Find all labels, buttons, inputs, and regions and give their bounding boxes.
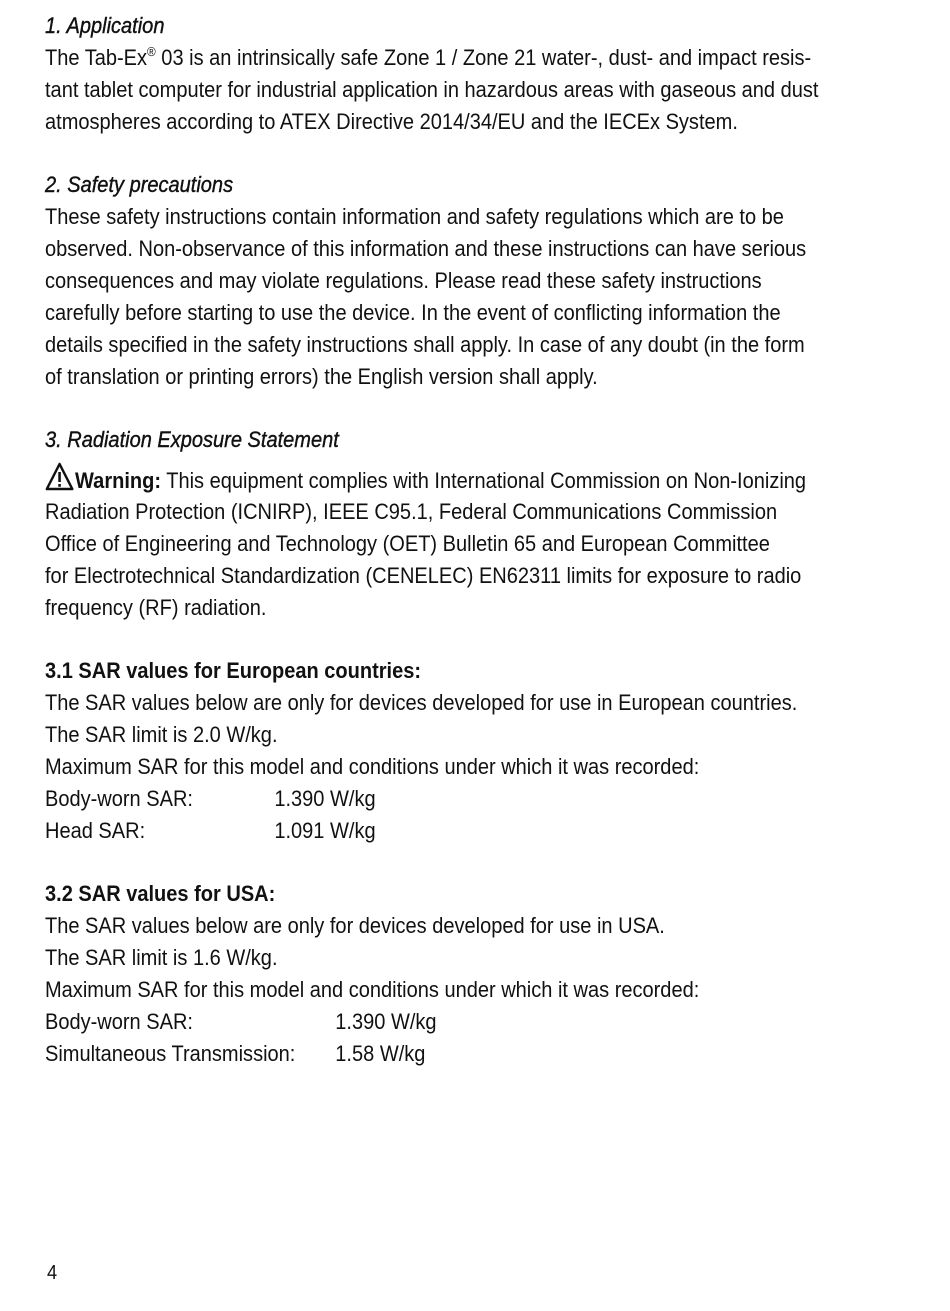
- paragraph-line: tant tablet computer for industrial application in hazardous areas with gaseous and dust: [45, 77, 819, 102]
- sar-label: Head SAR:: [45, 818, 146, 843]
- sar-table-usa: [45, 1006, 837, 1070]
- sar-label: Body-worn SAR:: [45, 1009, 193, 1034]
- warning-line: [45, 462, 837, 496]
- paragraph-line: [45, 42, 837, 74]
- sar-label: Body-worn SAR:: [45, 786, 193, 811]
- section-heading-safety-precautions: 2. Safety precautions: [45, 172, 234, 197]
- text-line1-rest: 03 is an intrinsically safe Zone 1 / Zone 21 water-, dust- and impact resis-: [155, 45, 812, 70]
- sar-row: [45, 1006, 837, 1038]
- section-gap: [45, 138, 837, 169]
- sar-row: [45, 783, 837, 815]
- paragraph-line: carefully before starting to use the device. In the event of conflicting information the: [45, 300, 781, 325]
- document-page: [45, 10, 837, 1070]
- paragraph-line: The SAR values below are only for devices developed for use in USA.: [45, 913, 665, 938]
- page-number: 4: [47, 1262, 58, 1284]
- sar-label: Simultaneous Transmission:: [45, 1041, 296, 1066]
- sar-value: 1.58 W/kg: [335, 1041, 426, 1066]
- warning-triangle-icon: [45, 462, 74, 492]
- warning-label: Warning:: [75, 468, 162, 493]
- section-heading-radiation-exposure: 3. Radiation Exposure Statement: [45, 427, 339, 452]
- paragraph-line: details specified in the safety instructions shall apply. In case of any doubt (in the form: [45, 332, 805, 357]
- paragraph-line: Office of Engineering and Technology (OET) Bulletin 65 and European Committee: [45, 531, 770, 556]
- section-gap: [45, 624, 837, 655]
- section-gap: [45, 847, 837, 878]
- paragraph-line: Maximum SAR for this model and conditions under which it was recorded:: [45, 754, 700, 779]
- sar-row: [45, 815, 837, 847]
- paragraph-line: frequency (RF) radiation.: [45, 595, 267, 620]
- paragraph-line: Radiation Protection (ICNIRP), IEEE C95.1, Federal Communications Commission: [45, 499, 778, 524]
- paragraph-line: Maximum SAR for this model and conditions under which it was recorded:: [45, 977, 700, 1002]
- section-heading-sar-usa: 3.2 SAR values for USA:: [45, 881, 276, 906]
- sar-value: 1.390 W/kg: [335, 1009, 437, 1034]
- paragraph-line: The SAR limit is 2.0 W/kg.: [45, 722, 278, 747]
- paragraph-line: The SAR limit is 1.6 W/kg.: [45, 945, 278, 970]
- paragraph-line: The SAR values below are only for devices developed for use in European countries.: [45, 690, 798, 715]
- paragraph-line: consequences and may violate regulations. Please read these safety instructions: [45, 268, 762, 293]
- sar-value: 1.390 W/kg: [274, 786, 376, 811]
- paragraph-line: atmospheres according to ATEX Directive 2014/34/EU and the IECEx System.: [45, 109, 738, 134]
- section-heading-sar-europe: 3.1 SAR values for European countries:: [45, 658, 422, 683]
- warning-text: This equipment complies with International Commission on Non-Ionizing: [161, 468, 807, 493]
- sar-row: [45, 1038, 837, 1070]
- sar-table-europe: [45, 783, 837, 847]
- registered-mark: ®: [147, 44, 156, 59]
- paragraph-line: observed. Non-observance of this information and these instructions can have serious: [45, 236, 807, 261]
- paragraph-line: These safety instructions contain information and safety regulations which are to be: [45, 204, 784, 229]
- section-gap: [45, 393, 837, 424]
- paragraph-line: for Electrotechnical Standardization (CENELEC) EN62311 limits for exposure to radio: [45, 563, 802, 588]
- paragraph-line: of translation or printing errors) the English version shall apply.: [45, 364, 598, 389]
- text-tab-ex: The Tab-Ex: [45, 45, 148, 70]
- section-heading-application: 1. Application: [45, 13, 165, 38]
- sar-value: 1.091 W/kg: [274, 818, 376, 843]
